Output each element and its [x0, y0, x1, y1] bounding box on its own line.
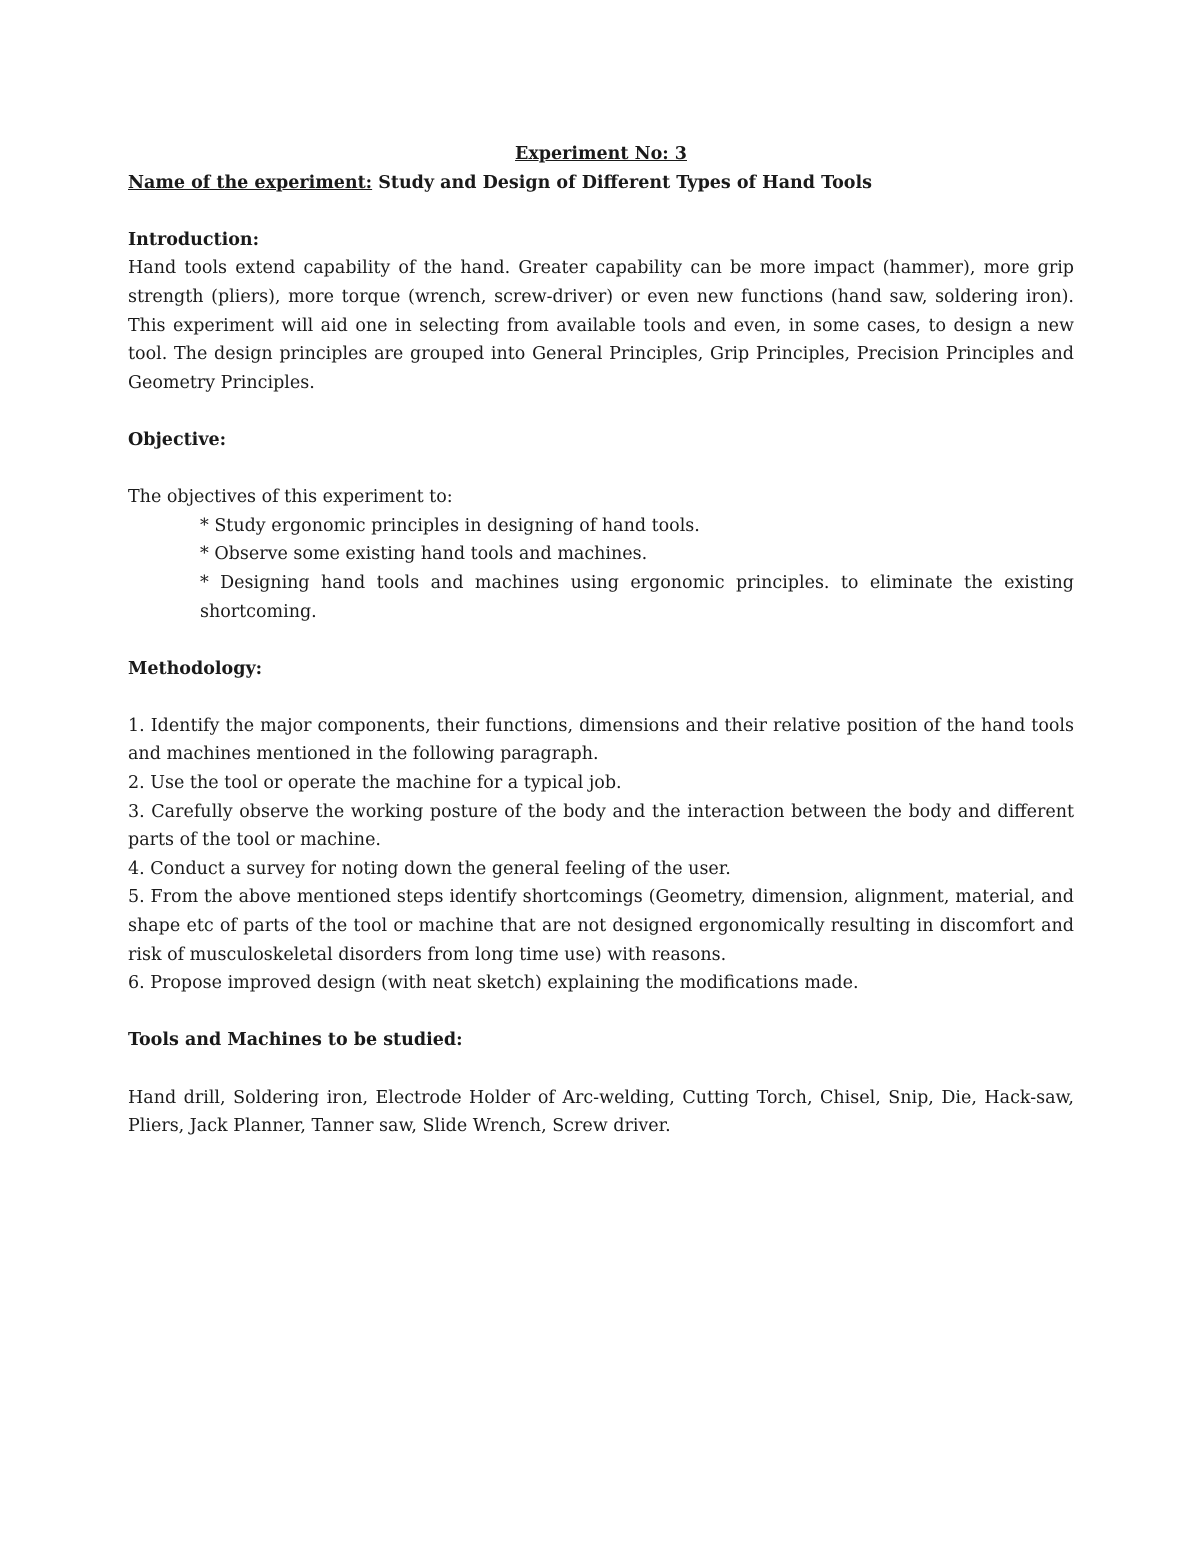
- methodology-step: 5. From the above mentioned steps identify shortcomings (Geometry, dimension, alignment, material, and shape etc of parts of the tool or machine that are not designed ergonomically resulting in discomfort and risk of musculoskeletal disorders from long time use) with reasons.: [128, 887, 1074, 965]
- experiment-name: [128, 169, 1074, 198]
- methodology-step: 1. Identify the major components, their functions, dimensions and their relative position of the hand tools and machines mentioned in the following paragraph.: [128, 715, 1074, 765]
- experiment-name-value: Study and Design of Different Types of Hand Tools: [372, 172, 872, 193]
- tools-heading: Tools and Machines to be studied:: [128, 1030, 463, 1051]
- objective-item: * Designing hand tools and machines using ergonomic principles. to eliminate the existing shortcoming.: [200, 572, 1074, 622]
- tools-list: Hand drill, Soldering iron, Electrode Holder of Arc-welding, Cutting Torch, Chisel, Snip, Die, Hack-saw, Pliers, Jack Planner, Tanner saw, Slide Wrench, Screw driver.: [128, 1087, 1074, 1137]
- experiment-name-label: Name of the experiment:: [128, 172, 373, 193]
- objective-heading: Objective:: [128, 429, 227, 450]
- objective-item: * Study ergonomic principles in designing of hand tools.: [200, 515, 700, 536]
- introduction-heading: Introduction:: [128, 229, 260, 250]
- document-page: [128, 140, 1074, 1141]
- methodology-heading: Methodology:: [128, 658, 263, 679]
- objective-item: * Observe some existing hand tools and machines.: [200, 544, 648, 565]
- methodology-step: 3. Carefully observe the working posture of the body and the interaction between the body and different parts of the tool or machine.: [128, 801, 1074, 851]
- experiment-number: Experiment No: 3: [515, 144, 687, 164]
- methodology-step: 2. Use the tool or operate the machine for a typical job.: [128, 773, 622, 794]
- introduction-text: Hand tools extend capability of the hand. Greater capability can be more impact (hammer), more grip strength (pliers), more torque (wrench, screw-driver) or even new functions (hand saw, soldering iron). This experiment will aid one in selecting from available tools and even, in some cases, to design a new tool. The design principles are grouped into General Principles, Grip Principles, Precision Principles and Geometry Principles.: [128, 258, 1074, 393]
- objective-lead: The objectives of this experiment to:: [128, 487, 453, 508]
- methodology-step: 4. Conduct a survey for noting down the general feeling of the user.: [128, 858, 731, 879]
- methodology-step: 6. Propose improved design (with neat sketch) explaining the modifications made.: [128, 973, 859, 994]
